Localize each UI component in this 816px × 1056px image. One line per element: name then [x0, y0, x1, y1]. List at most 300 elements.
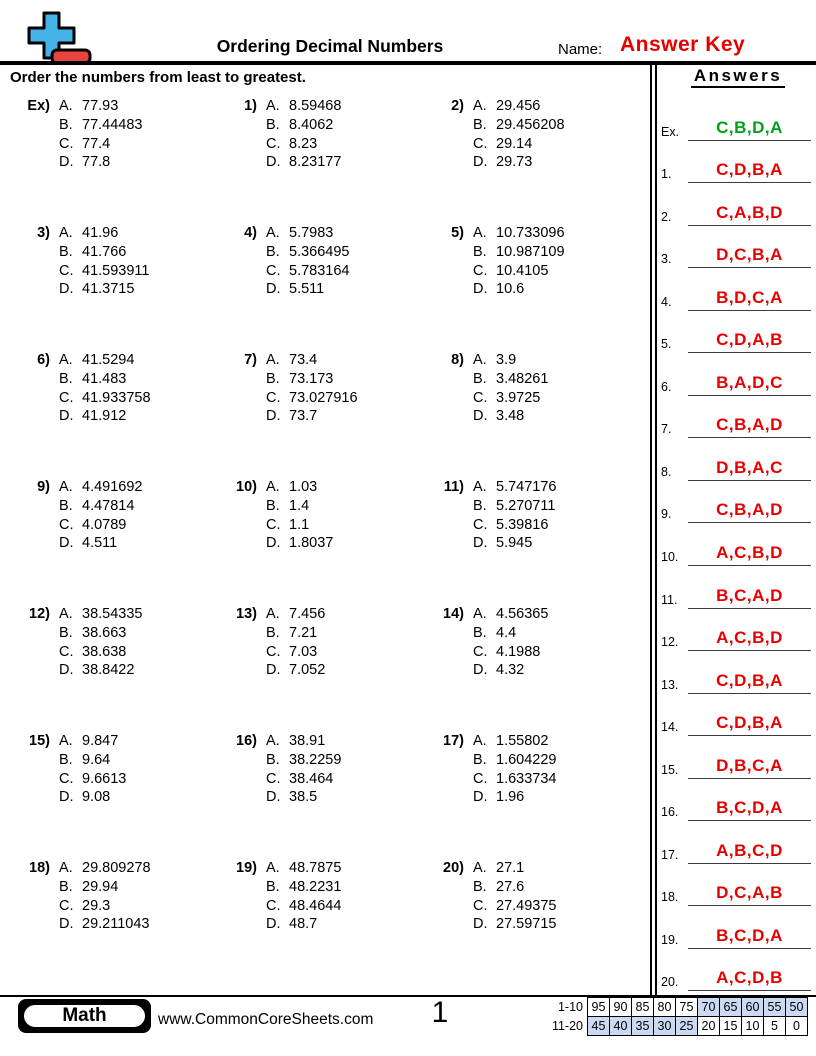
- problem: [424, 97, 630, 224]
- option-letter: C.: [473, 643, 488, 660]
- answer-row: [661, 481, 811, 524]
- answer-row: [661, 651, 811, 694]
- option-line: [59, 407, 151, 426]
- option-value: 41.593911: [82, 262, 150, 279]
- answer-value: B,C,D,A: [688, 798, 811, 821]
- option-line: [266, 97, 341, 116]
- option-line: [473, 788, 556, 807]
- answer-value: B,A,D,C: [688, 373, 811, 396]
- answer-number: 10.: [661, 550, 679, 565]
- problem-number: 7): [244, 352, 257, 368]
- answer-row: [661, 396, 811, 439]
- option-value: 1.633734: [496, 770, 557, 787]
- option-letter: C.: [59, 516, 74, 533]
- answer-row: [661, 566, 811, 609]
- option-letter: B.: [266, 370, 280, 387]
- score-cell: 50: [785, 997, 808, 1017]
- option-value: 10.6: [496, 281, 525, 298]
- answer-number: 1.: [661, 167, 672, 182]
- answer-number: 3.: [661, 252, 672, 267]
- answer-number: 4.: [661, 294, 672, 309]
- option-letter: C.: [473, 516, 488, 533]
- option-value: 38.8422: [82, 662, 135, 679]
- option-line: [473, 135, 565, 154]
- option-value: 38.54335: [82, 606, 143, 622]
- option-value: 7.21: [289, 624, 318, 641]
- answer-number: 20.: [661, 975, 679, 990]
- answer-number: 13.: [661, 677, 679, 692]
- option-value: 1.96: [496, 789, 525, 806]
- option-letter: A.: [266, 733, 280, 749]
- option-line: [473, 478, 556, 497]
- answer-row: [661, 779, 811, 822]
- option-letter: B.: [473, 878, 487, 895]
- option-line: [473, 153, 565, 172]
- problem-number: 1): [244, 98, 257, 114]
- option-line: [59, 643, 142, 662]
- option-line: [266, 135, 341, 154]
- option-value: 29.73: [496, 154, 533, 171]
- subject-badge-label: Math: [22, 1003, 147, 1029]
- option-letter: B.: [59, 751, 73, 768]
- option-value: 5.39816: [496, 516, 549, 533]
- answers-list: [661, 98, 811, 991]
- answer-number: 18.: [661, 890, 679, 905]
- option-line: [266, 262, 349, 281]
- option-line: [266, 351, 358, 370]
- option-letter: C.: [473, 389, 488, 406]
- option-value: 9.847: [82, 733, 119, 749]
- answer-value: D,B,A,C: [688, 458, 811, 481]
- problem-options: [266, 478, 333, 605]
- header-divider: [0, 61, 816, 65]
- option-letter: A.: [266, 352, 280, 368]
- option-line: [59, 224, 149, 243]
- answer-value: D,C,A,B: [688, 883, 811, 906]
- option-value: 29.3: [82, 897, 111, 914]
- option-letter: A.: [59, 352, 73, 368]
- option-letter: A.: [59, 98, 73, 114]
- problem: [10, 478, 217, 605]
- problem: [217, 605, 424, 732]
- option-value: 10.733096: [496, 225, 565, 241]
- option-line: [59, 624, 142, 643]
- problem-options: [473, 859, 556, 986]
- score-cell: 30: [653, 1016, 676, 1036]
- option-value: 4.511: [82, 535, 118, 552]
- problem: [10, 97, 217, 224]
- option-value: 3.48: [496, 408, 525, 425]
- option-value: 1.1: [289, 516, 310, 533]
- problem-options: [59, 224, 149, 351]
- option-letter: D.: [266, 154, 281, 171]
- option-letter: B.: [59, 116, 73, 133]
- option-line: [473, 732, 556, 751]
- option-letter: D.: [59, 916, 74, 933]
- option-value: 1.604229: [496, 751, 557, 768]
- option-value: 8.23: [289, 135, 318, 152]
- option-letter: C.: [59, 770, 74, 787]
- problem-number: 13): [236, 606, 257, 622]
- problem-number: 9): [37, 479, 50, 495]
- problem: [217, 351, 424, 478]
- answer-number: 12.: [661, 635, 679, 650]
- problem: [424, 859, 630, 986]
- problem: [424, 478, 630, 605]
- problems-grid: [10, 97, 650, 986]
- answer-key-label: Answer Key: [620, 33, 746, 56]
- option-letter: D.: [266, 789, 281, 806]
- option-letter: A.: [473, 860, 487, 876]
- answer-number: 17.: [661, 847, 679, 862]
- option-line: [59, 478, 142, 497]
- option-line: [266, 915, 341, 934]
- option-value: 77.93: [82, 98, 119, 114]
- problem-number: 2): [451, 98, 464, 114]
- problem-number: 4): [244, 225, 257, 241]
- problem-number: 19): [236, 860, 257, 876]
- option-value: 29.456: [496, 98, 541, 114]
- option-line: [59, 370, 151, 389]
- problem-options: [473, 605, 548, 732]
- option-letter: B.: [266, 116, 280, 133]
- score-cell: 70: [697, 997, 720, 1017]
- option-line: [59, 915, 151, 934]
- problem: [217, 732, 424, 859]
- option-value: 41.5294: [82, 352, 135, 368]
- option-line: [473, 97, 565, 116]
- problem: [424, 224, 630, 351]
- score-cell: 25: [675, 1016, 698, 1036]
- option-letter: C.: [473, 135, 488, 152]
- option-letter: D.: [266, 916, 281, 933]
- subject-badge: [18, 999, 151, 1033]
- option-line: [473, 643, 548, 662]
- option-value: 27.1: [496, 860, 525, 876]
- problem-options: [266, 732, 341, 859]
- answer-row: [661, 523, 811, 566]
- option-letter: C.: [59, 897, 74, 914]
- problem-options: [266, 859, 341, 986]
- answer-value: C,B,A,D: [688, 500, 811, 523]
- option-letter: A.: [473, 479, 487, 495]
- option-line: [266, 243, 349, 262]
- option-letter: C.: [473, 770, 488, 787]
- option-letter: A.: [59, 479, 73, 495]
- answer-number: 8.: [661, 464, 672, 479]
- option-line: [473, 407, 548, 426]
- option-line: [59, 878, 151, 897]
- option-letter: A.: [59, 860, 73, 876]
- option-value: 29.94: [82, 878, 119, 895]
- answer-number: 16.: [661, 805, 679, 820]
- option-line: [59, 262, 149, 281]
- answer-value: C,B,D,A: [688, 118, 811, 141]
- option-letter: C.: [266, 516, 281, 533]
- answers-divider: [650, 61, 657, 995]
- option-line: [266, 751, 341, 770]
- option-line: [266, 224, 349, 243]
- problem: [217, 859, 424, 986]
- option-letter: A.: [473, 98, 487, 114]
- option-letter: B.: [473, 624, 487, 641]
- option-letter: D.: [266, 281, 281, 298]
- option-line: [59, 788, 126, 807]
- option-value: 1.4: [289, 497, 310, 514]
- option-value: 3.9: [496, 352, 517, 368]
- option-line: [59, 97, 142, 116]
- option-letter: B.: [59, 497, 73, 514]
- score-cell: 0: [785, 1016, 808, 1036]
- option-value: 38.464: [289, 770, 334, 787]
- option-letter: C.: [59, 389, 74, 406]
- option-line: [59, 280, 149, 299]
- option-value: 7.052: [289, 662, 326, 679]
- option-letter: A.: [473, 606, 487, 622]
- problem-number: 5): [451, 225, 464, 241]
- problem: [424, 605, 630, 732]
- option-line: [59, 605, 142, 624]
- option-letter: D.: [473, 281, 488, 298]
- option-letter: B.: [266, 878, 280, 895]
- option-value: 3.48261: [496, 370, 549, 387]
- answer-row: [661, 736, 811, 779]
- option-value: 41.912: [82, 408, 127, 425]
- option-value: 29.456208: [496, 116, 565, 133]
- option-letter: A.: [266, 860, 280, 876]
- problem-number: 3): [37, 225, 50, 241]
- answer-number: Ex.: [661, 124, 680, 139]
- option-letter: A.: [266, 225, 280, 241]
- option-letter: A.: [266, 479, 280, 495]
- problem: [10, 351, 217, 478]
- answer-value: C,D,B,A: [688, 671, 811, 694]
- option-value: 4.0789: [82, 516, 127, 533]
- answer-row: [661, 906, 811, 949]
- answer-number: 2.: [661, 209, 672, 224]
- problem-options: [59, 605, 142, 732]
- option-value: 73.4: [289, 352, 318, 368]
- option-value: 27.49375: [496, 897, 557, 914]
- option-letter: B.: [473, 116, 487, 133]
- score-cell: 90: [609, 997, 632, 1017]
- score-cell: 20: [697, 1016, 720, 1036]
- option-value: 4.56365: [496, 606, 549, 622]
- problem: [217, 224, 424, 351]
- option-letter: D.: [59, 281, 74, 298]
- option-line: [266, 897, 341, 916]
- option-value: 29.809278: [82, 860, 151, 876]
- answer-value: C,A,B,D: [688, 203, 811, 226]
- option-letter: C.: [59, 643, 74, 660]
- option-value: 73.173: [289, 370, 334, 387]
- problem: [10, 859, 217, 986]
- score-cell: 55: [763, 997, 786, 1017]
- answer-row: [661, 226, 811, 269]
- answer-row: [661, 821, 811, 864]
- problem-number: 6): [37, 352, 50, 368]
- option-line: [59, 751, 126, 770]
- option-line: [59, 732, 126, 751]
- option-value: 7.456: [289, 606, 326, 622]
- option-line: [473, 751, 556, 770]
- option-value: 48.7: [289, 916, 318, 933]
- option-line: [266, 407, 358, 426]
- option-value: 5.7983: [289, 225, 334, 241]
- option-line: [59, 534, 142, 553]
- option-line: [266, 389, 358, 408]
- option-line: [59, 770, 126, 789]
- option-letter: B.: [473, 370, 487, 387]
- score-row: [540, 1016, 808, 1036]
- option-line: [266, 859, 341, 878]
- option-value: 7.03: [289, 643, 318, 660]
- option-letter: D.: [59, 662, 74, 679]
- option-letter: C.: [473, 897, 488, 914]
- option-value: 73.7: [289, 408, 318, 425]
- answer-row: [661, 268, 811, 311]
- option-letter: B.: [266, 751, 280, 768]
- option-letter: B.: [266, 243, 280, 260]
- answer-value: D,B,C,A: [688, 756, 811, 779]
- problem-options: [473, 224, 565, 351]
- option-line: [473, 624, 548, 643]
- option-line: [59, 661, 142, 680]
- option-line: [473, 351, 548, 370]
- problem-options: [473, 732, 556, 859]
- answer-value: C,D,A,B: [688, 330, 811, 353]
- option-line: [59, 135, 142, 154]
- page-title: Ordering Decimal Numbers: [216, 36, 444, 56]
- answer-row: [661, 183, 811, 226]
- option-line: [266, 732, 341, 751]
- problem-options: [266, 605, 325, 732]
- score-cell: 75: [675, 997, 698, 1017]
- score-cell: 85: [631, 997, 654, 1017]
- problem-options: [59, 732, 126, 859]
- problem-number: 10): [236, 479, 257, 495]
- answer-number: 11.: [661, 592, 678, 607]
- answer-value: A,C,B,D: [688, 628, 811, 651]
- score-cell: 40: [609, 1016, 632, 1036]
- answer-number: 5.: [661, 337, 672, 352]
- problem-number: Ex): [27, 98, 50, 114]
- option-letter: D.: [59, 789, 74, 806]
- option-value: 77.8: [82, 154, 111, 171]
- problem: [424, 732, 630, 859]
- option-value: 48.4644: [289, 897, 342, 914]
- option-value: 10.4105: [496, 262, 549, 279]
- option-line: [266, 370, 358, 389]
- problem: [217, 97, 424, 224]
- option-line: [473, 280, 565, 299]
- option-line: [59, 389, 151, 408]
- option-value: 38.91: [289, 733, 326, 749]
- option-value: 38.2259: [289, 751, 342, 768]
- score-cell: 45: [587, 1016, 610, 1036]
- option-value: 48.2231: [289, 878, 342, 895]
- problem-options: [59, 97, 142, 224]
- option-value: 9.6613: [82, 770, 127, 787]
- option-value: 5.747176: [496, 479, 557, 495]
- option-value: 5.945: [496, 535, 533, 552]
- score-cell: 60: [741, 997, 764, 1017]
- option-value: 10.987109: [496, 243, 565, 260]
- answer-row: [661, 694, 811, 737]
- option-line: [473, 878, 556, 897]
- option-value: 1.03: [289, 479, 318, 495]
- problem-number: 20): [443, 860, 464, 876]
- problem-number: 15): [29, 733, 50, 749]
- answer-number: 19.: [661, 932, 679, 947]
- answer-row: [661, 864, 811, 907]
- problem: [10, 224, 217, 351]
- page-number: 1: [431, 996, 449, 1029]
- option-line: [59, 859, 151, 878]
- score-cell: 15: [719, 1016, 742, 1036]
- name-label: Name:: [558, 41, 603, 58]
- option-letter: B.: [473, 751, 487, 768]
- problem-number: 18): [29, 860, 50, 876]
- option-value: 29.14: [496, 135, 533, 152]
- option-line: [473, 497, 556, 516]
- option-value: 1.8037: [289, 535, 334, 552]
- problem-options: [266, 224, 349, 351]
- option-value: 41.3715: [82, 281, 135, 298]
- problem: [10, 605, 217, 732]
- option-line: [266, 497, 333, 516]
- option-line: [266, 661, 325, 680]
- answer-row: [661, 98, 811, 141]
- option-line: [473, 915, 556, 934]
- option-line: [266, 116, 341, 135]
- score-table: [540, 997, 808, 1036]
- answer-value: D,C,B,A: [688, 245, 811, 268]
- option-line: [473, 770, 556, 789]
- option-line: [473, 262, 565, 281]
- option-value: 27.59715: [496, 916, 557, 933]
- option-value: 73.027916: [289, 389, 358, 406]
- option-line: [59, 153, 142, 172]
- option-letter: A.: [473, 225, 487, 241]
- score-cell: 5: [763, 1016, 786, 1036]
- option-value: 5.366495: [289, 243, 350, 260]
- option-letter: D.: [59, 154, 74, 171]
- option-letter: C.: [266, 770, 281, 787]
- option-value: 9.08: [82, 789, 111, 806]
- option-value: 38.663: [82, 624, 127, 641]
- option-value: 48.7875: [289, 860, 342, 876]
- answer-value: B,D,C,A: [688, 288, 811, 311]
- problem-number: 12): [29, 606, 50, 622]
- option-letter: D.: [473, 662, 488, 679]
- problem-number: 16): [236, 733, 257, 749]
- option-line: [473, 224, 565, 243]
- option-line: [473, 389, 548, 408]
- option-value: 9.64: [82, 751, 111, 768]
- option-letter: A.: [473, 733, 487, 749]
- option-line: [59, 497, 142, 516]
- option-line: [59, 243, 149, 262]
- answers-header: Answers: [660, 66, 816, 86]
- option-value: 29.211043: [82, 916, 150, 933]
- score-cell: 80: [653, 997, 676, 1017]
- problem: [424, 351, 630, 478]
- answer-number: 6.: [661, 379, 672, 394]
- option-letter: D.: [473, 154, 488, 171]
- option-letter: D.: [59, 408, 74, 425]
- option-letter: C.: [266, 135, 281, 152]
